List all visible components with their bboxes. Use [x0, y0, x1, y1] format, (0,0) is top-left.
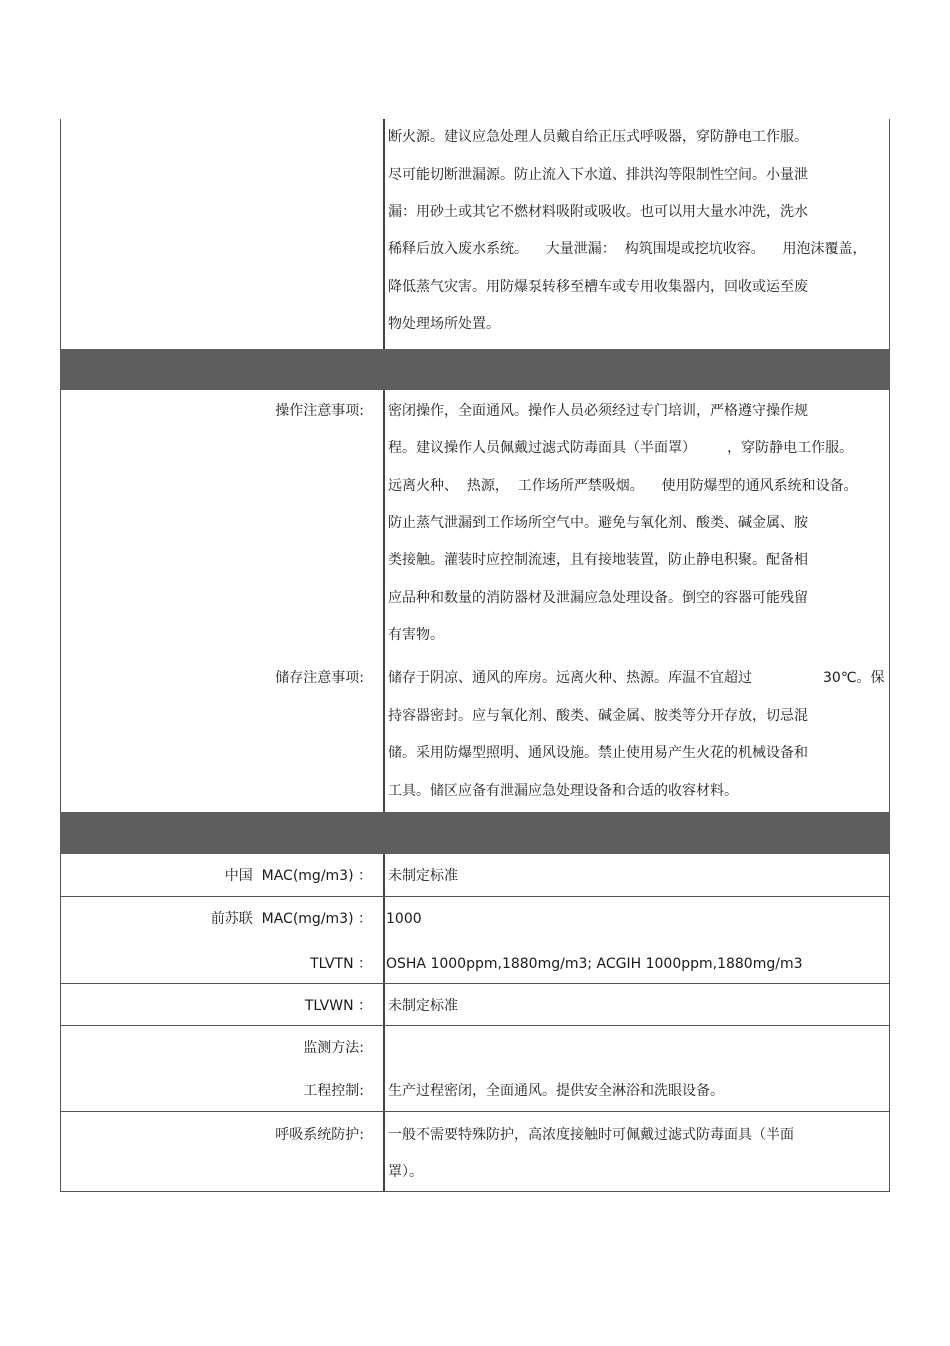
tlvtn-label: TLVTN ：	[310, 956, 372, 972]
handling-label: 操作注意事项:	[275, 403, 364, 419]
storage-label: 储存注意事项:	[275, 670, 364, 686]
row-divider	[60, 1111, 890, 1112]
spill-line: 降低蒸气灾害。用防爆泵转移至槽车或专用收集器内，回收或运至废	[388, 279, 808, 295]
row-divider	[60, 983, 890, 984]
spill-line: 尽可能切断泄漏源。防止流入下水道、排洪沟等限制性空间。小量泄	[388, 167, 808, 183]
handling-line: 程。建议操作人员佩戴过滤式防毒面具（半面罩） ，穿防静电工作服。	[388, 440, 854, 456]
spill-line: 物处理场所处置。	[388, 316, 500, 332]
spill-line: 断火源。建议应急处理人员戴自给正压式呼吸器，穿防静电工作服。	[388, 129, 808, 145]
column-divider	[383, 854, 385, 1192]
section-header-band	[60, 812, 890, 854]
respiratory-line: 罩）。	[388, 1164, 423, 1180]
china-mac-value: 未制定标准	[388, 868, 458, 884]
ussr-mac-value: 1000	[386, 911, 422, 927]
engineering-value: 生产过程密闭，全面通风。提供安全淋浴和洗眼设备。	[388, 1083, 724, 1099]
engineering-label: 工程控制:	[303, 1083, 364, 1099]
respiratory-line: 一般不需要特殊防护，高浓度接触时可佩戴过滤式防毒面具（半面	[388, 1127, 794, 1143]
storage-line: 工具。储区应备有泄漏应急处理设备和合适的收容材料。	[388, 783, 738, 799]
row-divider	[60, 896, 890, 897]
storage-line: 储。采用防爆型照明、通风设施。禁止使用易产生火花的机械设备和	[388, 745, 808, 761]
respiratory-label: 呼吸系统防护:	[275, 1127, 364, 1143]
handling-line: 远离火种、 热源， 工作场所严禁吸烟。 使用防爆型的通风系统和设备。	[388, 478, 858, 494]
tlvwn-label: TLVWN ：	[304, 998, 372, 1014]
spill-line: 漏：用砂土或其它不燃材料吸附或吸收。也可以用大量水冲洗，洗水	[388, 204, 808, 220]
handling-line: 有害物。	[388, 627, 444, 643]
tlvtn-value: OSHA 1000ppm,1880mg/m3; ACGIH 1000ppm,1880mg/m3	[386, 956, 803, 972]
spill-line: 稀释后放入废水系统。 大量泄漏： 构筑围堤或挖坑收容。 用泡沫覆盖，	[388, 241, 867, 257]
section-header-band	[60, 349, 890, 390]
storage-line: 持容器密封。应与氧化剂、酸类、碱金属、胺类等分开存放，切忌混	[388, 708, 808, 724]
monitor-label: 监测方法:	[303, 1040, 364, 1056]
ussr-mac-label: 前苏联 MAC(mg/m3) ：	[210, 911, 372, 927]
column-divider	[383, 119, 385, 349]
storage-line: 储存于阴凉、通风的库房。远离火种、热源。库温不宜超过	[388, 670, 752, 686]
handling-line: 防止蒸气泄漏到工作场所空气中。避免与氧化剂、酸类、碱金属、胺	[388, 515, 808, 531]
handling-line: 类接触。灌装时应控制流速，且有接地装置，防止静电积聚。配备相	[388, 552, 808, 568]
handling-line: 密闭操作，全面通风。操作人员必须经过专门培训，严格遵守操作规	[388, 403, 808, 419]
row-divider	[60, 1025, 890, 1026]
column-divider	[383, 390, 385, 812]
china-mac-label: 中国 MAC(mg/m3) ：	[224, 868, 372, 884]
tlvwn-value: 未制定标准	[388, 998, 458, 1014]
handling-line: 应品种和数量的消防器材及泄漏应急处理设备。倒空的容器可能残留	[388, 590, 808, 606]
storage-temp: 30℃。保	[823, 670, 885, 686]
